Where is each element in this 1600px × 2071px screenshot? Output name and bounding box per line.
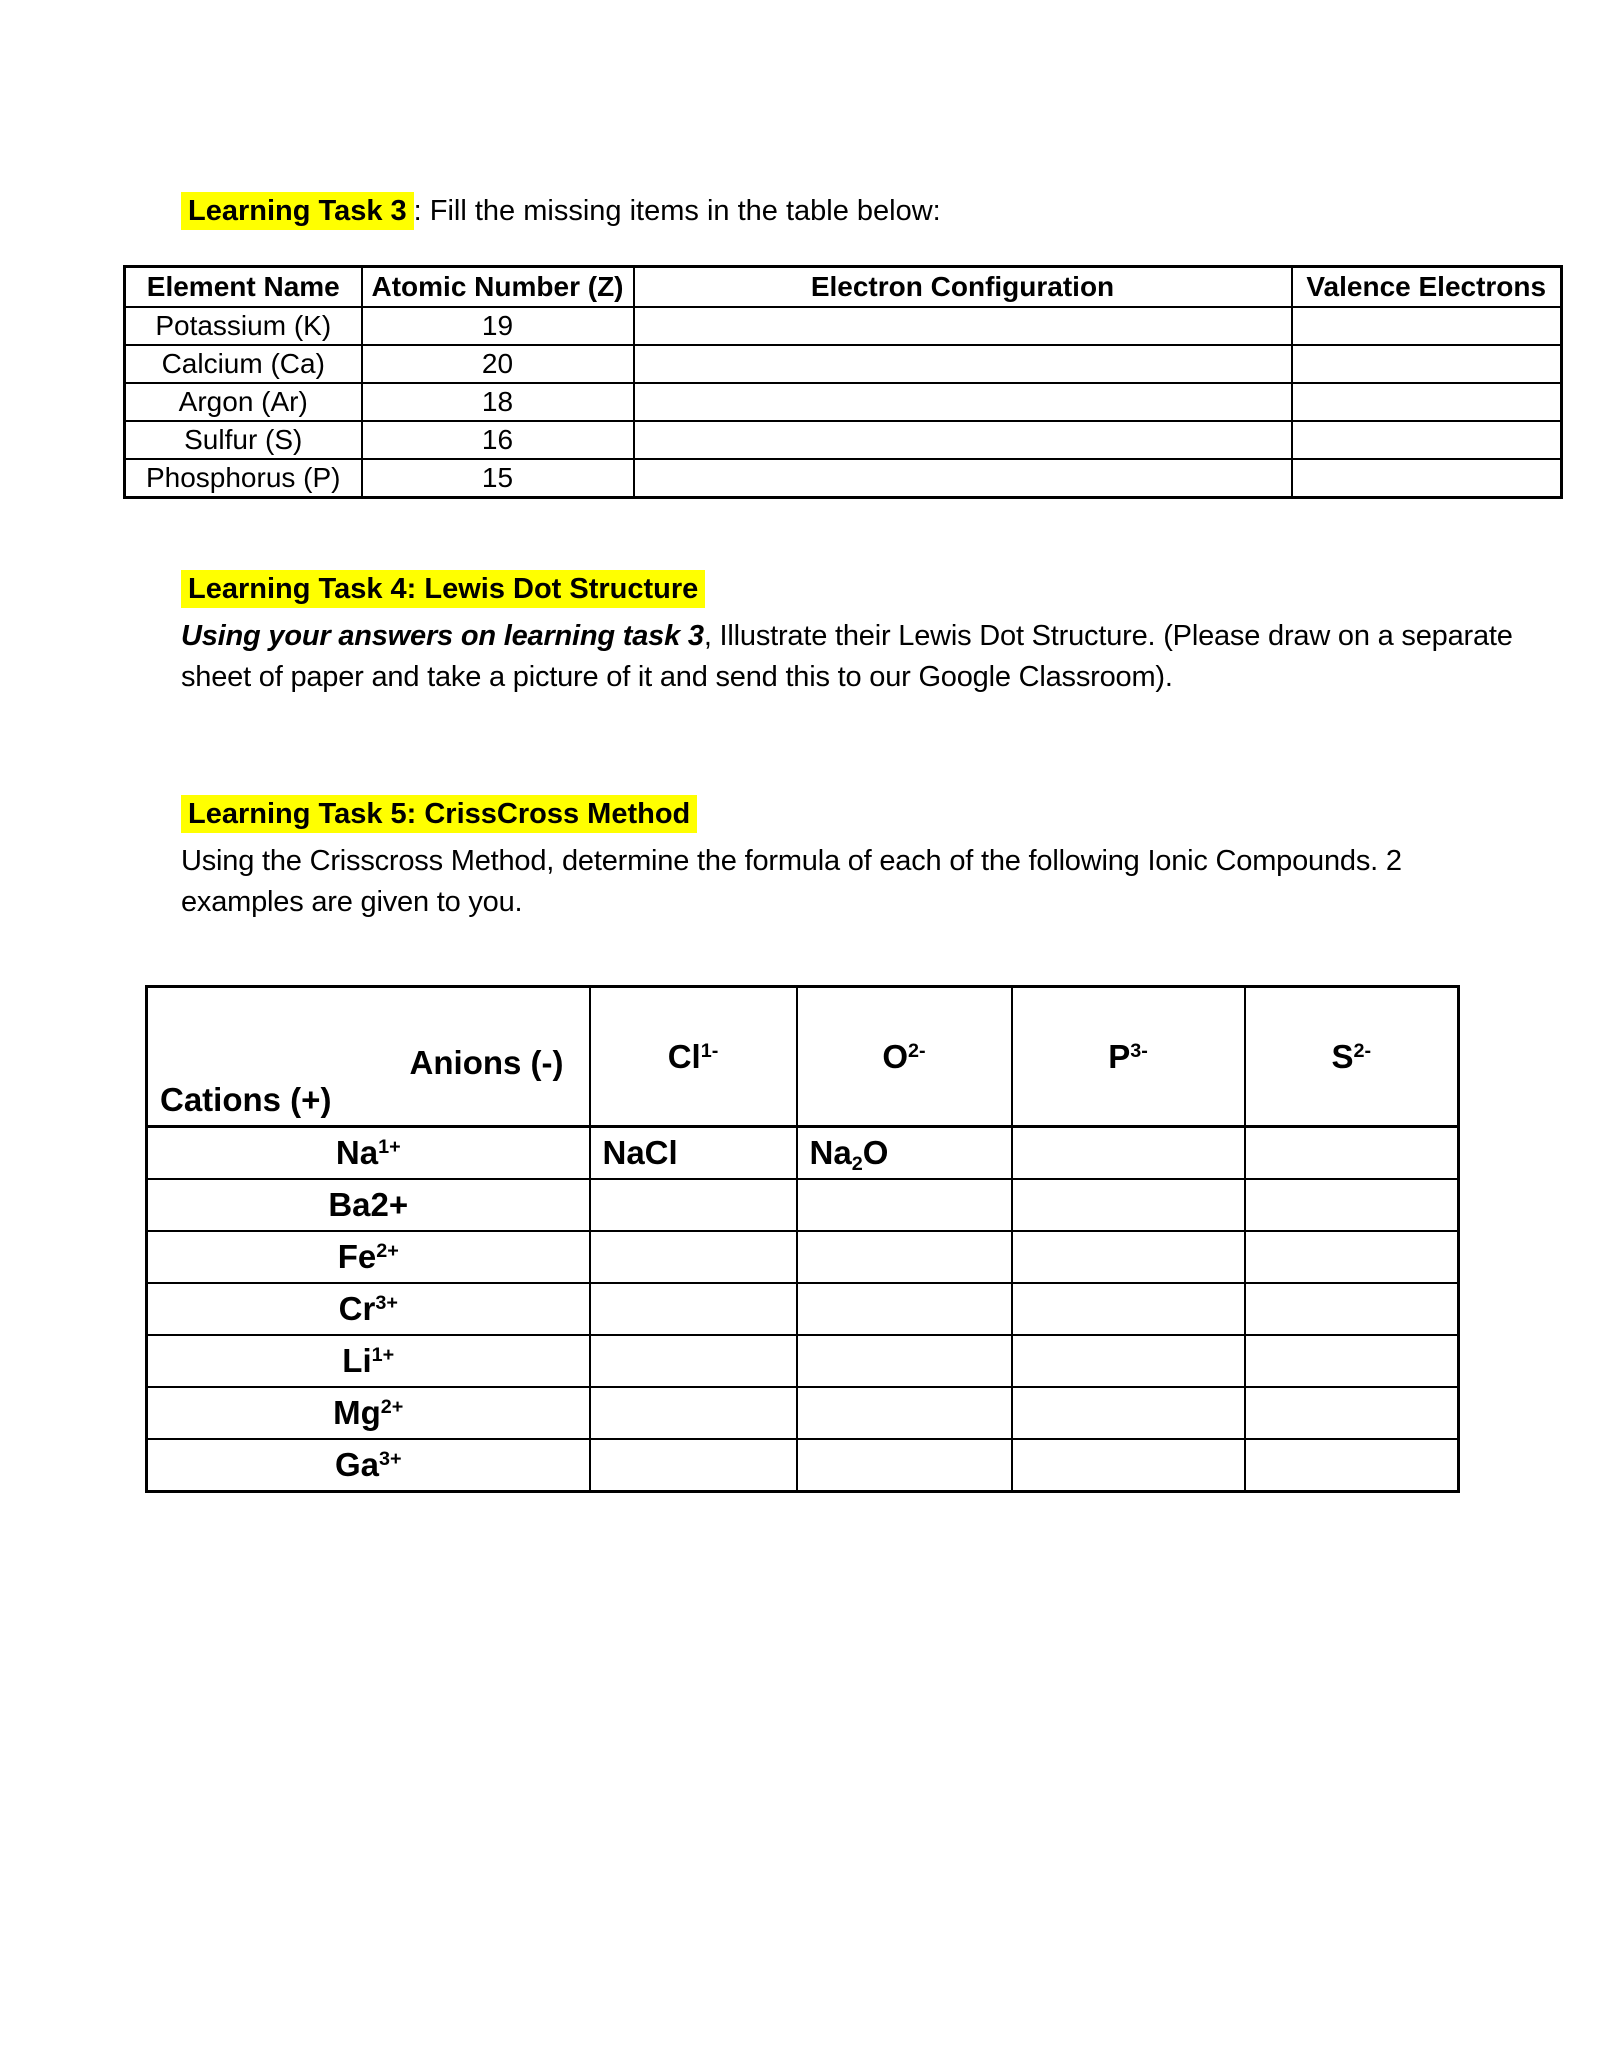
cation-symbol: Cr [338,1290,376,1327]
valence-electrons-cell [1292,345,1562,383]
compound-cell [797,1439,1012,1492]
element-table-body [125,307,1562,498]
task4-section [181,568,1513,698]
task4-line1-rest: , Illustrate their Lewis Dot Structure. (Please draw on a separate [703,620,1513,652]
compound-cell [1245,1179,1459,1231]
compound-cell [1245,1231,1459,1283]
task4-heading [181,568,1513,610]
element-table-header-row [125,267,1562,308]
cation-charge: 3+ [378,1448,402,1471]
compound-cell [1012,1387,1245,1439]
compound-cell [797,1127,1012,1180]
cation-charge: 1+ [371,1344,395,1367]
anion-charge: 2- [908,1039,926,1062]
compound-cell [1012,1179,1245,1231]
compound-cell [1245,1387,1459,1439]
compound-cell [797,1231,1012,1283]
element-table-header: Atomic Number (Z) [362,267,634,308]
crisscross-row [147,1231,1459,1283]
element-cell: Phosphorus (P) [125,459,362,498]
element-cell: Argon (Ar) [125,383,362,421]
compound-cell [1012,1283,1245,1335]
crisscross-row [147,1387,1459,1439]
task4-heading-highlight: Learning Task 4: Lewis Dot Structure [181,570,705,608]
electron-configuration-cell [634,421,1292,459]
compound-cell [1245,1335,1459,1387]
cation-header [147,1127,590,1180]
cation-header [147,1231,590,1283]
task5-heading [181,793,1402,835]
element-table-row [125,421,1562,459]
corner-cell [147,987,590,1127]
element-table-row [125,383,1562,421]
anions-label: Anions (-) [409,1043,564,1081]
element-table-header: Element Name [125,267,362,308]
element-cell: Potassium (K) [125,307,362,345]
compound-cell [590,1439,797,1492]
crisscross-table-head [147,987,1459,1127]
cations-label: Cations (+) [160,1081,332,1118]
electron-configuration-cell [634,459,1292,498]
anion-symbol: P [1108,1037,1131,1075]
cation-symbol: Fe [337,1238,377,1275]
atomic-number-cell: 20 [362,345,634,383]
compound-cell [590,1231,797,1283]
electron-configuration-cell [634,307,1292,345]
compound-cell [797,1179,1012,1231]
electron-configuration-cell [634,345,1292,383]
element-table-row [125,307,1562,345]
compound-cell [590,1179,797,1231]
task5-paragraph-line2: examples are given to you. [181,886,523,918]
crisscross-table-body [147,1127,1459,1492]
valence-electrons-cell [1292,383,1562,421]
crisscross-row [147,1283,1459,1335]
anion-charge: 3- [1130,1039,1148,1062]
cation-charge: 2+ [380,1396,404,1419]
element-cell: Sulfur (S) [125,421,362,459]
task4-intro: Using your answers on learning task 3 [181,620,704,652]
element-cell: Calcium (Ca) [125,345,362,383]
crisscross-row [147,1127,1459,1180]
cation-header [147,1387,590,1439]
compound-cell [797,1335,1012,1387]
compound-cell [1012,1335,1245,1387]
task5-heading-highlight: Learning Task 5: CrissCross Method [181,795,697,833]
atomic-number-cell: 18 [362,383,634,421]
compound-subscript: 2 [851,1152,863,1175]
element-table-header: Electron Configuration [634,267,1292,308]
anion-header [1245,987,1459,1127]
task5-paragraph-line1: Using the Crisscross Method, determine the formula of each of the following Ionic Compounds. 2 [181,845,1402,877]
cation-symbol: Na [335,1134,379,1171]
anion-header [1012,987,1245,1127]
valence-electrons-cell [1292,421,1562,459]
compound-cell [1245,1127,1459,1180]
element-table-row [125,345,1562,383]
cation-symbol: Ga [334,1446,379,1483]
crisscross-row [147,1335,1459,1387]
anion-header [797,987,1012,1127]
element-table [123,265,1563,499]
crisscross-row [147,1439,1459,1492]
crisscross-row [147,1179,1459,1231]
cation-header [147,1179,590,1231]
anion-symbol: S [1331,1037,1354,1075]
compound-cell [590,1283,797,1335]
cation-charge: 3+ [375,1292,398,1315]
compound-cell [590,1127,797,1180]
element-table-row [125,459,1562,498]
cation-charge: 1+ [378,1136,401,1159]
compound-cell [1012,1127,1245,1180]
task4-paragraph-line1 [181,616,1513,657]
cation-header [147,1335,590,1387]
compound-cell [797,1283,1012,1335]
atomic-number-cell: 15 [362,459,634,498]
anion-charge: 1- [700,1039,719,1062]
atomic-number-cell: 19 [362,307,634,345]
compound-cell [1012,1231,1245,1283]
element-table-header: Valence Electrons [1292,267,1562,308]
task3-heading-rest: : Fill the missing items in the table below: [413,195,941,227]
compound-cell [590,1335,797,1387]
compound-text: Na [809,1134,852,1171]
task3-heading-highlight: Learning Task 3 [181,192,414,230]
compound-cell [590,1387,797,1439]
crisscross-header-row [147,987,1459,1127]
compound-cell [1012,1439,1245,1492]
anion-symbol: Cl [667,1037,701,1075]
anion-symbol: O [882,1037,909,1075]
crisscross-table [145,985,1460,1493]
task4-paragraph-line2: sheet of paper and take a picture of it and send this to our Google Classroom). [181,661,1173,693]
task3-heading [181,190,941,232]
compound-cell [1245,1283,1459,1335]
compound-cell [1245,1439,1459,1492]
task5-section [181,793,1402,923]
valence-electrons-cell [1292,459,1562,498]
compound-text: NaCl [602,1134,678,1171]
compound-cell [797,1387,1012,1439]
valence-electrons-cell [1292,307,1562,345]
cation-header [147,1439,590,1492]
atomic-number-cell: 16 [362,421,634,459]
compound-text: O [862,1134,889,1171]
cation-symbol: Mg [333,1394,381,1431]
anion-header [590,987,797,1127]
electron-configuration-cell [634,383,1292,421]
anion-charge: 2- [1353,1039,1372,1062]
cation-charge: 2+ [376,1240,399,1263]
element-table-head [125,267,1562,308]
cation-symbol: Li [342,1342,372,1379]
cation-symbol: Ba2+ [328,1186,409,1223]
cation-header [147,1283,590,1335]
